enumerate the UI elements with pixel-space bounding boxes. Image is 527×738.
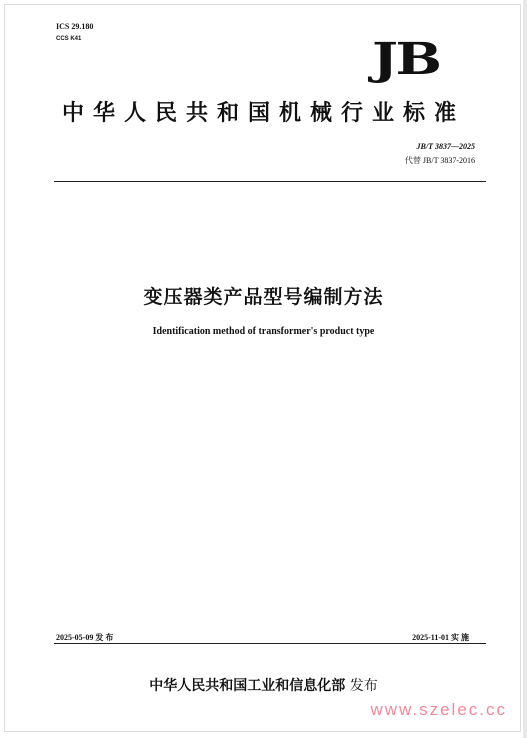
- implementation-date: 2025-11-01 实 施: [412, 633, 469, 642]
- top-divider: [54, 181, 486, 182]
- watermark: www.szelec.cc: [370, 700, 507, 719]
- title-chinese: 变压器类产品型号编制方法: [143, 286, 384, 308]
- publisher-action: 发布: [349, 678, 378, 694]
- ccs-code: CCS K41: [56, 36, 82, 42]
- publisher: [0, 675, 527, 695]
- standard-category-header: 中华人民共和国机械行业标准: [61, 101, 465, 126]
- title-english: Identification method of transformer's product type: [152, 326, 375, 337]
- publisher-org: 中华人民共和国工业和信息化部: [149, 678, 346, 694]
- replaces-standard: 代替 JB/T 3837-2016: [404, 156, 475, 165]
- ics-code: ICS 29.180: [56, 22, 94, 31]
- bottom-divider: [54, 643, 486, 644]
- jb-logo: JB: [372, 34, 440, 85]
- standard-number: JB/T 3837—2025: [416, 142, 475, 151]
- issue-date: 2025-05-09 发 布: [56, 633, 114, 642]
